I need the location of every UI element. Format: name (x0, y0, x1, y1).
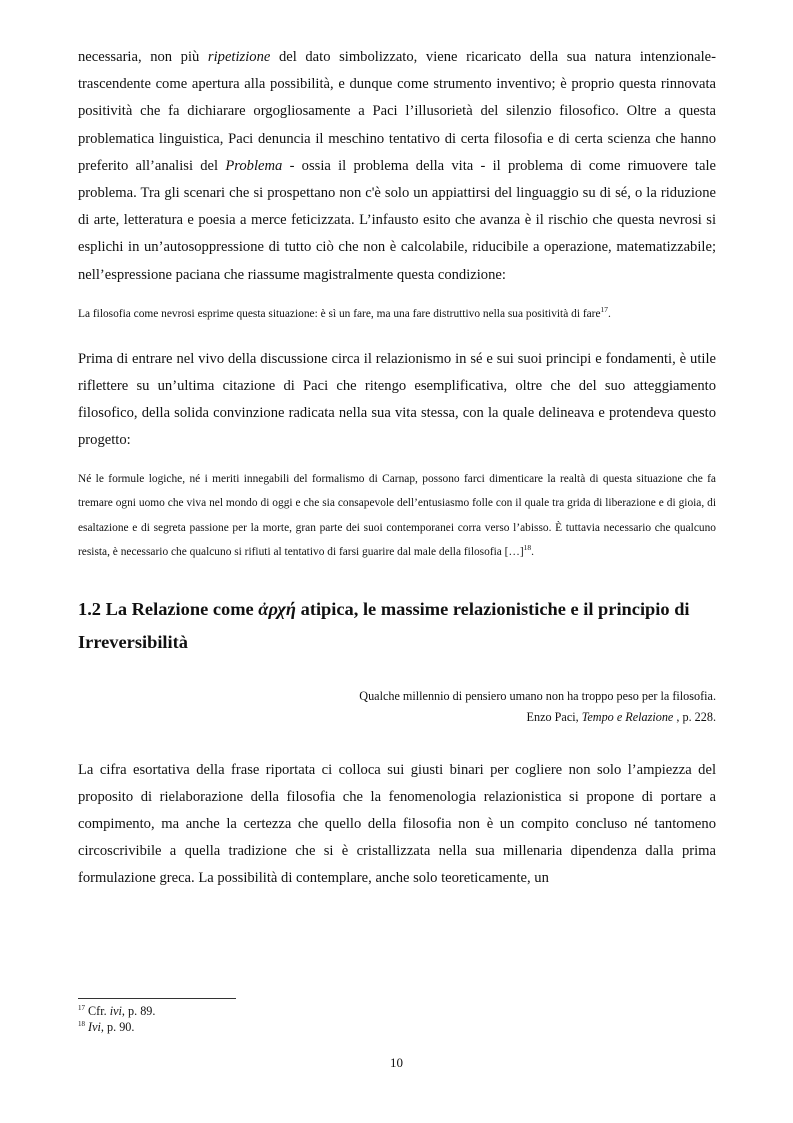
body-paragraph-1 (78, 44, 716, 289)
epigraph-citation (78, 707, 716, 728)
text-run: - ossia il problema della vita - il problema di come rimuovere tale problema. Tra gli scenari che si prospettano non c'è solo un appiattirsi del linguaggio su di sé, o la riduzione di arte, letteratura e poesia a merce feticizzata. L’infausto esito che avanza è il rischio che questa nevrosi si esplichi in un’autosoppressione di tutto ciò che non è calcolabile, riducibile a operazione, matematizzabile; nell’espressione paciana che riassume magistralmente questa condizione: (78, 157, 716, 283)
footnote-reference[interactable]: 17 (600, 305, 609, 315)
text-run: del dato simbolizzato, viene ricaricato della sua natura intenzionale-trascendente come apertura alla possibilità, e dunque come strumento inventivo; è proprio questa rinnovata positività che fa dichiarare orgogliosamente a Paci l’illusorietà del silenzio filosofico. Oltre a questa problematica linguistica, Paci denuncia il meschino tentativo di certa filosofia e di certa scienza che hanno preferito all’analisi del (78, 49, 716, 174)
quote-text: La filosofia come nevrosi esprime questa situazione: è sì un fare, ma una fare distruttivo nella sua positività di fare (78, 307, 601, 320)
quote-text: Né le formule logiche, né i meriti innegabili del formalismo di Carnap, possono farci dimenticare la realtà di questa situazione che fa tremare ogni uomo che viva nel mondo di oggi e che sia consapevole dell’entusiasmo folle con il quale tra grida di liberazione e di gioia, di esaltazione e di segreta passione per la morte, gran parte dei suoi contemporanei corra verso l’abisso. È tuttavia necessario che qualcuno resista, è necessario che qualcuno si rifiuti al tentativo di farsi guarire dal male della filosofia […] (78, 472, 716, 559)
block-quote-1 (78, 306, 716, 322)
greek-term: ἀρχή (258, 598, 297, 619)
footnote-text: Cfr. (85, 1004, 110, 1018)
italic-term: Problema (225, 157, 283, 174)
footnotes (78, 998, 716, 1035)
heading-text: atipica, le massime relazionistiche e il principio di Irreversibilità (78, 598, 690, 652)
epigraph-work-title: Tempo e Relazione (581, 709, 674, 724)
footnote-18 (78, 1019, 716, 1035)
footnote-17 (78, 1003, 716, 1019)
page-content (78, 44, 716, 893)
body-paragraph-2: Prima di entrare nel vivo della discussione circa il relazionismo in sé e sui suoi principi e fondamenti, è utile riflettere su un’ultima citazione di Paci che ritengo esemplificativa, oltre che del suo atteggiamento filosofico, della solida convinzione radicata nella sua vita stessa, con la quale delineava e protendeva questo progetto: (78, 350, 716, 449)
epigraph-quote: Qualche millennio di pensiero umano non ha troppo peso per la filosofia. (359, 688, 716, 703)
footnote-italic: ivi (109, 1004, 122, 1018)
footnote-reference[interactable]: 18 (523, 543, 532, 553)
footnote-text: , p. 89. (121, 1004, 156, 1018)
body-paragraph-3: La cifra esortativa della frase riportata ci colloca sui giusti binari per cogliere non solo l’ampiezza del proposito di rielaborazione della filosofia che la fenomenologia relazionistica si propone di portare a compimento, ma anche la certezza che quello della filosofia non è un compito concluso né tantomeno circoscrivibile a quella tradizione che si è cristallizzata nella sua millenaria dipendenza dalla prima formulazione greca. La possibilità di contemplare, anche solo teoreticamente, un (78, 761, 716, 887)
quote-tail: . (608, 307, 611, 320)
footnote-number: 17 (78, 1003, 85, 1012)
page-number: 10 (390, 1055, 403, 1070)
italic-term: ripetizione (207, 49, 271, 65)
footnote-italic: Ivi, (88, 1020, 104, 1034)
text-run: necessaria, non più (78, 49, 208, 65)
heading-text: 1.2 La Relazione come (78, 598, 259, 619)
section-heading (78, 593, 716, 659)
footnote-separator (78, 998, 236, 999)
epigraph-author: Enzo Paci, (526, 709, 582, 724)
quote-tail: . (531, 546, 535, 559)
block-quote-2 (78, 467, 716, 565)
footnote-number: 18 (78, 1019, 85, 1028)
footnote-text: p. 90. (103, 1020, 135, 1034)
epigraph (78, 686, 716, 728)
epigraph-page: , p. 228. (673, 709, 716, 724)
